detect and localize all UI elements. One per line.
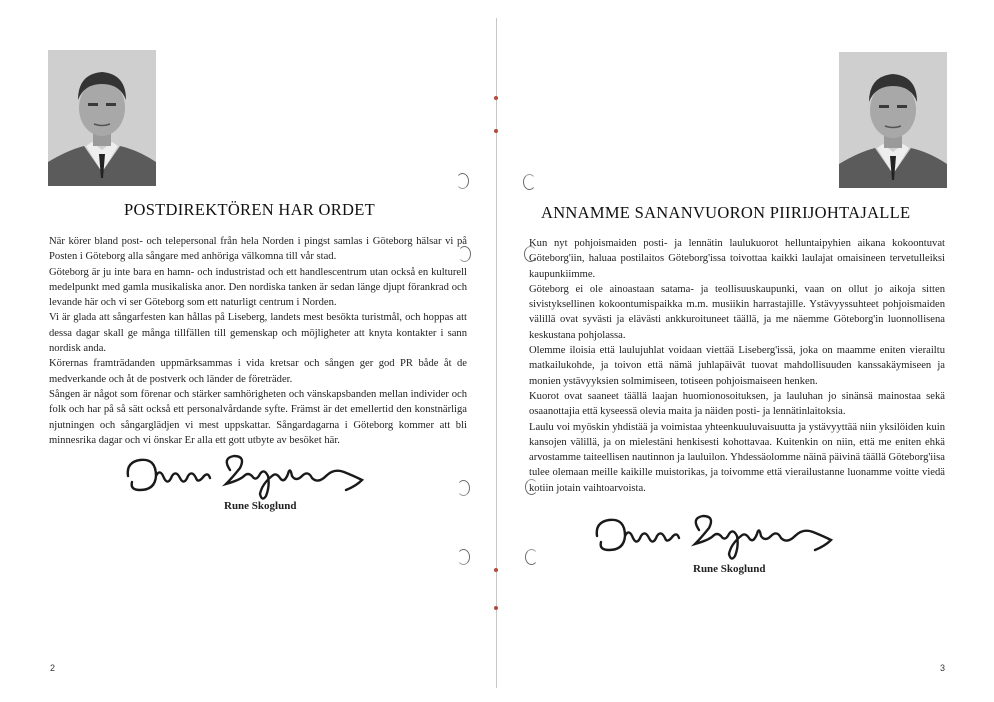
- paragraph: Göteborg är ju inte bara en hamn- och industristad och ett handlescentrum utan också en kulturell medelpunkt med gamla musikaliska anor. Den nordiska tanken är sedan länge djupt förankrad och levande här och vi ser Göteborg som ett naturligt centrum i Norden.: [49, 266, 467, 309]
- portrait-photo: [48, 50, 156, 186]
- page-heading: POSTDIREKTÖREN HAR ORDET: [124, 200, 376, 219]
- letter-body: [529, 236, 945, 496]
- paragraph: Kuorot ovat saaneet täällä laajan huomionosoituksen, ja lauluhan jo sinänsä mainostaa sekä osaanottajia että kyseessä olevia maita ja näiden posti- ja lennätinlaitoksia.: [529, 390, 945, 418]
- paragraph: När körer bland post- och telepersonal från hela Norden i pingst samlas i Göteborg hälsar vi på Posten i Göteborg alla sångare med anhöriga välkomna till vår stad.: [49, 236, 467, 263]
- page-number: 2: [50, 663, 56, 673]
- right-page: [497, 0, 994, 702]
- paragraph: Olemme iloisia että laulujuhlat voidaan viettää Liseberg'issä, joka on maamme eniten vierailtu matkailukohde, ja toivon että nämä juhlapäivät tuovat mahdollisuuden kanssakäymiseen ja monien ystävyyksien solmimiseen, totiseen pohjoismaiseen henken.: [529, 345, 945, 387]
- paragraph: Kun nyt pohjoismaiden posti- ja lennätin laulukuorot helluntaipyhien aikana kokoontuvat Göteborg'iin, haluaa postilaitos Göteborg'issa toivottaa kaikki laulajat omaisineen tervetulleiksi kaupunkiimme.: [529, 238, 945, 280]
- signature-image: [122, 446, 382, 506]
- portrait-photo: [839, 52, 947, 188]
- paragraph: Sången är något som förenar och stärker samhörigheten och vänskapsbanden mellan individer och folk och har på så sätt också ett personalvårdande syfte. Främst är det emellertid den konstnärliga njutningen och sångarglädjen vi mest uppskattar. Sångardagarna i Göteborg kommer att bli minnesrika dagar och vi önskar Er alla ett gott utbyte av besöket här.: [49, 388, 467, 446]
- page-number: 3: [940, 663, 946, 673]
- signature-image: [591, 506, 851, 566]
- page-heading: ANNAMME SANANVUORON PIIRIJOHTAJALLE: [541, 203, 911, 222]
- paragraph: Vi är glada att sångarfesten kan hållas på Liseberg, landets mest besökta turistmål, och hoppas att dessa dagar skall ge många tillfällen till gemenskap och möjligheter att knyta kontakter i sann nordisk anda.: [49, 312, 467, 355]
- letter-body: [49, 234, 467, 448]
- paragraph: Göteborg ei ole ainoastaan satama- ja teollisuuskaupunki, vaan on ollut jo aikoja sitten sivistyksellinen kokoontumispaikka m.m. musiikin harrastajille. Ystävyyssuhteet pohjoismaiden välillä ovat syvästi ja elävästi ankkuroituneet täällä, ja me näemme Göteborg'in luonnollisena keskustana pohjolassa.: [529, 283, 945, 341]
- signer-name: Rune Skoglund: [224, 500, 297, 512]
- paragraph: Körernas framträdanden uppmärksammas i vida kretsar och sången ger god PR både åt de medverkande och åt de postverk och länder de företräder.: [49, 358, 467, 385]
- paragraph: Laulu voi myöskin yhdistää ja voimistaa yhteenkuuluvaisuutta ja ystävyyttää niin yksilöiden kuin kansojen välillä, ja on mielestäni henkisesti kohottavaa. Kuitenkin on niin, että me eniten ehkä arvostamme taiteellisen nautinnon ja lauluilon. Yhdessäolomme näinä päivinä täällä Göteborg'iisa tulee olemaan meille kaikille muistorikas, ja toivomme että vierailustanne luonamme voitte viedä kotiin jotain vaihtoarvoista.: [529, 421, 945, 494]
- signer-name: Rune Skoglund: [693, 563, 766, 575]
